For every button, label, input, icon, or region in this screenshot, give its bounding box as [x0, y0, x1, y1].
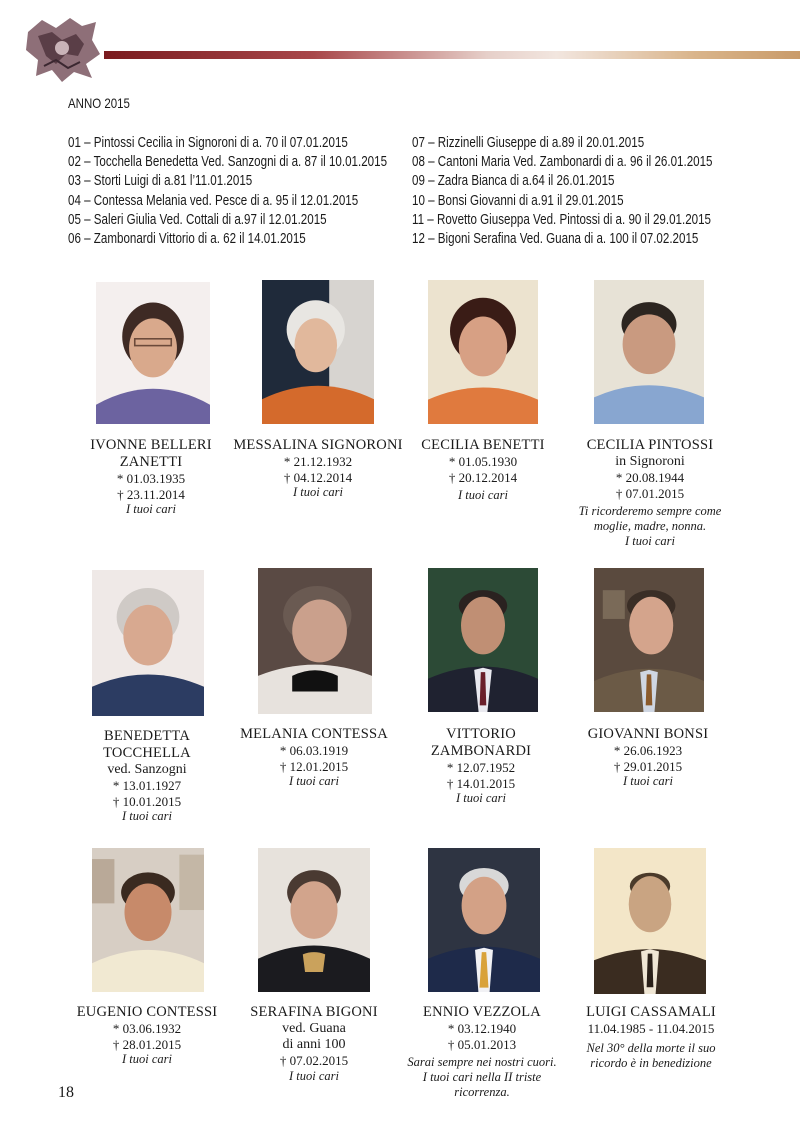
person-name: ENNIO VEZZOLA — [423, 1004, 541, 1020]
list-item: 09 – Zadra Bianca di a.64 il 26.01.2015 — [412, 173, 615, 190]
person-name: ZANETTI — [119, 454, 183, 470]
memorial-caption — [61, 437, 241, 517]
list-item: 06 – Zambonardi Vittorio di a. 62 il 14.01.2015 — [68, 231, 306, 248]
portrait-photo — [96, 282, 210, 424]
dedication: Ti ricorderemo sempre come — [578, 504, 722, 518]
portrait-photo — [92, 570, 204, 716]
dedication: moglie, madre, nonna. — [593, 519, 707, 533]
death-date: † 20.12.2014 — [448, 469, 518, 485]
person-subtitle: di anni 100 — [282, 1037, 346, 1052]
death-date: † 07.02.2015 — [279, 1053, 349, 1068]
portrait-photo — [92, 848, 204, 992]
memorial-caption — [561, 1004, 741, 1071]
dedication: I tuoi cari — [293, 485, 343, 499]
memorial-caption — [392, 1004, 572, 1100]
memorial-caption — [560, 437, 740, 549]
person-name: BENEDETTA — [103, 728, 190, 744]
person-name: CECILIA BENETTI — [421, 437, 545, 453]
person-name: SERAFINA BIGONI — [250, 1004, 378, 1020]
list-item: 03 – Storti Luigi di a.81 l’11.01.2015 — [68, 173, 253, 190]
dedication: Sarai sempre nei nostri cuori. — [407, 1055, 557, 1069]
person-subtitle: ved. Guana — [282, 1021, 346, 1036]
birth-date: * 12.07.1952 — [446, 760, 516, 775]
dedication: I tuoi cari — [456, 791, 506, 805]
dedication: I tuoi cari — [625, 534, 675, 548]
memorial-caption — [228, 437, 408, 500]
list-item: 12 – Bigoni Serafina Ved. Guana di a. 100 il 07.02.2015 — [412, 231, 699, 248]
list-item: 11 – Rovetto Giuseppa Ved. Pintossi di a. 90 il 29.01.2015 — [412, 211, 712, 228]
list-item: 10 – Bonsi Giovanni di a.91 il 29.01.2015 — [412, 192, 624, 209]
memorial-caption — [393, 437, 573, 503]
dedication: I tuoi cari — [126, 502, 176, 516]
death-date: † 28.01.2015 — [112, 1036, 182, 1052]
header-gradient-bar — [104, 51, 800, 59]
dedication: I tuoi cari — [623, 774, 673, 788]
list-item: 05 – Saleri Giulia Ved. Cottali di a.97 il 12.01.2015 — [68, 211, 327, 228]
dedication: I tuoi cari — [458, 488, 508, 502]
birth-date: * 01.03.1935 — [116, 471, 186, 486]
person-name: ZAMBONARDI — [430, 743, 532, 759]
portrait-photo — [428, 568, 538, 712]
birth-date: * 03.06.1932 — [112, 1021, 182, 1036]
memorial-caption — [57, 728, 237, 824]
death-date: † 29.01.2015 — [613, 758, 683, 774]
list-item: 04 – Contessa Melania ved. Pesce di a. 95 il 12.01.2015 — [68, 192, 359, 209]
portrait-photo — [258, 568, 372, 714]
death-date: † 10.01.2015 — [112, 793, 182, 809]
person-name: IVONNE BELLERI — [90, 437, 212, 453]
page-number: 18 — [58, 1084, 74, 1101]
memorial-caption — [558, 726, 738, 789]
death-date: † 23.11.2014 — [117, 486, 185, 502]
portrait-photo — [428, 848, 540, 992]
birth-date: * 13.01.1927 — [112, 778, 182, 793]
dedication: I tuoi cari — [122, 1052, 172, 1066]
birth-date: * 03.12.1940 — [447, 1021, 517, 1036]
portrait-photo — [594, 280, 704, 424]
death-date: † 04.12.2014 — [283, 469, 353, 485]
memorial-caption — [57, 1004, 237, 1067]
portrait-photo — [258, 848, 370, 992]
birth-date: * 26.06.1923 — [613, 743, 683, 758]
person-name: LUIGI CASSAMALI — [586, 1004, 716, 1020]
list-item: 01 – Pintossi Cecilia in Signoroni di a. 70 il 07.01.2015 — [68, 135, 348, 151]
portrait-photo — [428, 280, 538, 424]
person-name: TOCCHELLA — [103, 745, 191, 761]
dedication: ricordo è in benedizione — [590, 1055, 712, 1070]
person-subtitle: in Signoroni — [615, 454, 685, 469]
death-date: † 07.01.2015 — [615, 485, 685, 501]
dedication: I tuoi cari — [289, 1068, 339, 1083]
portrait-photo — [594, 848, 706, 994]
death-date: † 05.01.2013 — [447, 1036, 517, 1052]
birth-date: * 01.05.1930 — [448, 454, 518, 469]
death-date: † 14.01.2015 — [446, 775, 516, 791]
list-item: 02 – Tocchella Benedetta Ved. Sanzogni di a. 87 il 10.01.2015 — [68, 154, 388, 171]
dedication: Nel 30° della morte il suo — [586, 1040, 716, 1055]
memorial-caption — [224, 726, 404, 789]
list-item: 08 – Cantoni Maria Ved. Zambonardi di a. 96 il 26.01.2015 — [412, 154, 713, 171]
memorial-caption — [224, 1004, 404, 1084]
birth-date: * 06.03.1919 — [279, 743, 349, 758]
dedication: I tuoi cari nella II triste — [422, 1070, 542, 1084]
memorial-caption — [391, 726, 571, 806]
dedication: I tuoi cari — [122, 809, 172, 823]
birth-date: * 21.12.1932 — [283, 454, 353, 469]
dedication: I tuoi cari — [289, 774, 339, 788]
list-item: 07 – Rizzinelli Giuseppe di a.89 il 20.01.2015 — [412, 135, 645, 151]
death-date: † 12.01.2015 — [279, 758, 349, 774]
person-name: GIOVANNI BONSI — [587, 726, 709, 742]
person-subtitle: ved. Sanzogni — [107, 762, 187, 777]
person-name: CECILIA PINTOSSI — [586, 437, 714, 453]
death-list-left — [68, 134, 387, 249]
parish-logo — [22, 14, 102, 84]
person-name: MESSALINA SIGNORONI — [233, 437, 403, 453]
birth-date: * 20.08.1944 — [615, 470, 685, 485]
person-name: EUGENIO CONTESSI — [76, 1004, 218, 1020]
death-list-right — [412, 134, 713, 249]
memorial-dates: 11.04.1985 - 11.04.2015 — [587, 1021, 715, 1036]
portrait-photo — [594, 568, 704, 712]
portrait-photo — [262, 280, 374, 424]
dedication: ricorrenza. — [454, 1085, 510, 1099]
person-name: MELANIA CONTESSA — [240, 726, 388, 742]
year-title: ANNO 2015 — [68, 95, 130, 111]
person-name: VITTORIO — [446, 726, 516, 742]
